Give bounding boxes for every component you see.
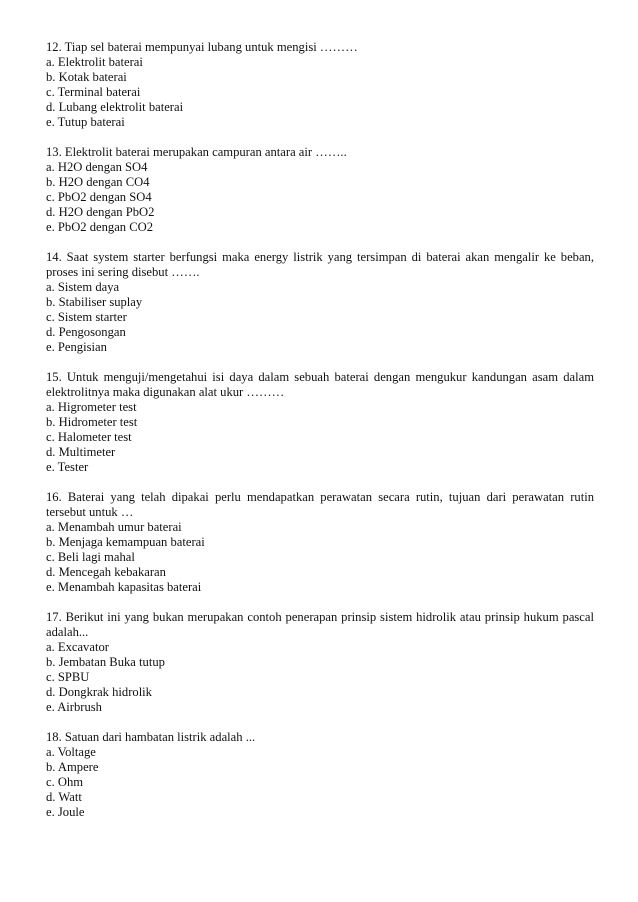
option-list bbox=[46, 400, 594, 475]
option-a: a. Elektrolit baterai bbox=[46, 55, 143, 69]
option-d: d. H2O dengan PbO2 bbox=[46, 205, 155, 219]
question-text: 17. Berikut ini yang bukan merupakan contoh penerapan prinsip sistem hidrolik atau prinsip hukum pascal adalah... bbox=[46, 610, 594, 639]
option-c: c. PbO2 dengan SO4 bbox=[46, 190, 152, 204]
option-a: a. Higrometer test bbox=[46, 400, 137, 414]
option-d: d. Dongkrak hidrolik bbox=[46, 685, 152, 699]
question-17 bbox=[46, 610, 594, 715]
option-e: e. Tester bbox=[46, 460, 89, 474]
option-b: b. Ampere bbox=[46, 760, 99, 774]
option-a: a. Menambah umur baterai bbox=[46, 520, 182, 534]
question-text: 16. Baterai yang telah dipakai perlu mendapatkan perawatan secara rutin, tujuan dari perawatan rutin tersebut untuk … bbox=[46, 490, 594, 519]
option-e: e. Pengisian bbox=[46, 340, 107, 354]
option-c: c. SPBU bbox=[46, 670, 90, 684]
option-list bbox=[46, 160, 594, 235]
option-a: a. Voltage bbox=[46, 745, 96, 759]
option-b: b. Stabiliser suplay bbox=[46, 295, 143, 309]
option-c: c. Terminal baterai bbox=[46, 85, 141, 99]
option-b: b. Hidrometer test bbox=[46, 415, 138, 429]
question-13 bbox=[46, 145, 594, 235]
option-d: d. Pengosongan bbox=[46, 325, 126, 339]
option-e: e. PbO2 dengan CO2 bbox=[46, 220, 154, 234]
option-b: b. Menjaga kemampuan baterai bbox=[46, 535, 205, 549]
option-list bbox=[46, 520, 594, 595]
option-c: c. Beli lagi mahal bbox=[46, 550, 135, 564]
question-18 bbox=[46, 730, 594, 820]
option-list bbox=[46, 640, 594, 715]
question-14 bbox=[46, 250, 594, 355]
question-text: 12. Tiap sel baterai mempunyai lubang untuk mengisi ……… bbox=[46, 40, 358, 54]
document-page bbox=[46, 40, 594, 835]
option-a: a. H2O dengan SO4 bbox=[46, 160, 148, 174]
option-b: b. H2O dengan CO4 bbox=[46, 175, 150, 189]
question-15 bbox=[46, 370, 594, 475]
option-b: b. Jembatan Buka tutup bbox=[46, 655, 165, 669]
question-text: 14. Saat system starter berfungsi maka energy listrik yang tersimpan di baterai akan mengalir ke beban, proses ini sering disebut ……. bbox=[46, 250, 594, 279]
question-text: 18. Satuan dari hambatan listrik adalah ... bbox=[46, 730, 256, 744]
option-d: d. Multimeter bbox=[46, 445, 116, 459]
option-d: d. Watt bbox=[46, 790, 82, 804]
option-b: b. Kotak baterai bbox=[46, 70, 127, 84]
option-list bbox=[46, 280, 594, 355]
option-list bbox=[46, 55, 594, 130]
option-e: e. Menambah kapasitas baterai bbox=[46, 580, 202, 594]
question-12 bbox=[46, 40, 594, 130]
option-d: d. Mencegah kebakaran bbox=[46, 565, 166, 579]
option-c: c. Ohm bbox=[46, 775, 84, 789]
option-e: e. Airbrush bbox=[46, 700, 102, 714]
option-d: d. Lubang elektrolit baterai bbox=[46, 100, 184, 114]
question-text: 13. Elektrolit baterai merupakan campuran antara air …….. bbox=[46, 145, 347, 159]
option-c: c. Halometer test bbox=[46, 430, 132, 444]
option-e: e. Joule bbox=[46, 805, 85, 819]
question-text: 15. Untuk menguji/mengetahui isi daya dalam sebuah baterai dengan mengukur kandungan asam dalam elektrolitnya maka digunakan alat ukur ……… bbox=[46, 370, 594, 399]
option-c: c. Sistem starter bbox=[46, 310, 127, 324]
question-16 bbox=[46, 490, 594, 595]
option-a: a. Sistem daya bbox=[46, 280, 120, 294]
option-a: a. Excavator bbox=[46, 640, 109, 654]
option-list bbox=[46, 745, 594, 820]
option-e: e. Tutup baterai bbox=[46, 115, 125, 129]
